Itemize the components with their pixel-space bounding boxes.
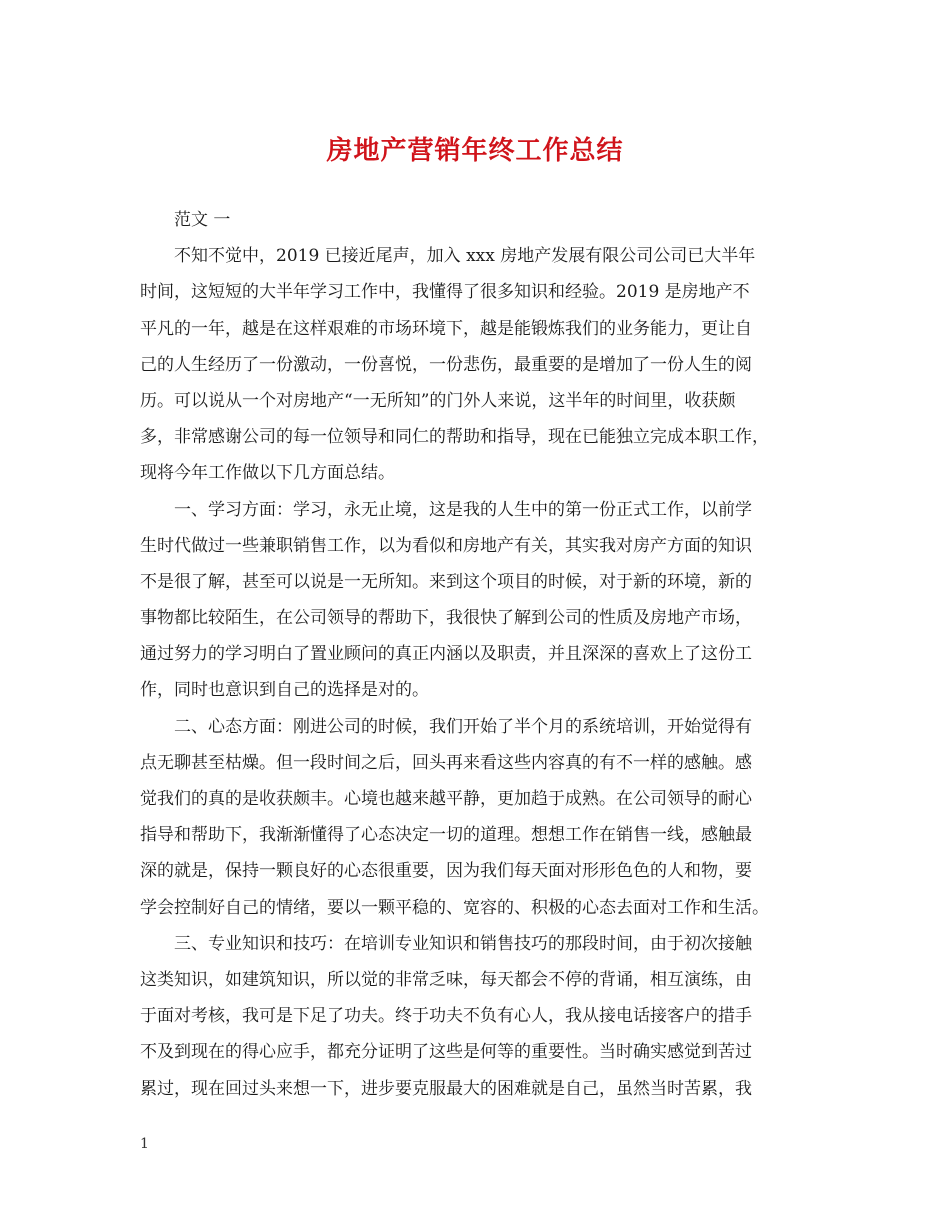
text-line: 多，非常感谢公司的每一位领导和同仁的帮助和指导，现在已能独立完成本职工作， <box>140 427 769 448</box>
text-line: 于面对考核，我可是下足了功夫。终于功夫不负有心人，我从接电话接客户的措手 <box>140 1006 752 1027</box>
text-line: 现将今年工作做以下几方面总结。 <box>140 463 395 484</box>
text-line: 事物都比较陌生，在公司领导的帮助下，我很快了解到公司的性质及房地产市场， <box>140 608 752 629</box>
document-title: 房地产营销年终工作总结 <box>326 136 624 166</box>
text-line: 不是很了解，甚至可以说是一无所知。来到这个项目的时候，对于新的环境，新的 <box>140 571 752 592</box>
text-line: 不知不觉中，2019 已接近尾声，加入 xxx 房地产发展有限公司公司已大半年 <box>174 246 756 267</box>
text-line: 己的人生经历了一份激动，一份喜悦，一份悲伤，最重要的是增加了一份人生的阅 <box>140 354 752 375</box>
text-line: 学会控制好自己的情绪，要以一颗平稳的、宽容的、积极的心态去面对工作和生活。 <box>140 897 769 918</box>
text-line: 不及到现在的得心应手，都充分证明了这些是何等的重要性。当时确实感觉到苦过 <box>140 1042 752 1063</box>
text-line: 累过，现在回过头来想一下，进步要克服最大的困难就是自己，虽然当时苦累，我 <box>140 1078 752 1099</box>
text-line: 一、学习方面：学习，永无止境，这是我的人生中的第一份正式工作，以前学 <box>174 499 752 520</box>
document-body <box>140 202 820 1107</box>
text-line: 点无聊甚至枯燥。但一段时间之后，回头再来看这些内容真的有不一样的感触。感 <box>140 752 752 773</box>
text-line: 作，同时也意识到自己的选择是对的。 <box>140 680 429 701</box>
text-line: 通过努力的学习明白了置业顾问的真正内涵以及职责，并且深深的喜欢上了这份工 <box>140 644 752 665</box>
text-line: 三、专业知识和技巧：在培训专业知识和销售技巧的那段时间，由于初次接触 <box>174 933 752 954</box>
text-line: 这类知识，如建筑知识，所以觉的非常乏味，每天都会不停的背诵，相互演练，由 <box>140 969 752 990</box>
text-line: 范文 一 <box>174 210 231 230</box>
text-line: 平凡的一年，越是在这样艰难的市场环境下，越是能锻炼我们的业务能力，更让自 <box>140 318 752 339</box>
text-line: 指导和帮助下，我渐渐懂得了心态决定一切的道理。想想工作在销售一线，感触最 <box>140 825 752 846</box>
text-line: 二、心态方面：刚进公司的时候，我们开始了半个月的系统培训，开始觉得有 <box>174 716 752 737</box>
text-line: 历。可以说从一个对房地产“一无所知”的门外人来说，这半年的时间里，收获颇 <box>140 390 736 411</box>
text-line: 深的就是，保持一颗良好的心态很重要，因为我们每天面对形形色色的人和物，要 <box>140 861 752 882</box>
text-line: 生时代做过一些兼职销售工作，以为看似和房地产有关，其实我对房产方面的知识 <box>140 535 752 556</box>
text-line: 觉我们的真的是收获颇丰。心境也越来越平静，更加趋于成熟。在公司领导的耐心 <box>140 789 752 809</box>
text-line: 时间，这短短的大半年学习工作中，我懂得了很多知识和经验。2019 是房地产不 <box>140 282 750 303</box>
page-number: 1 <box>140 1136 149 1152</box>
